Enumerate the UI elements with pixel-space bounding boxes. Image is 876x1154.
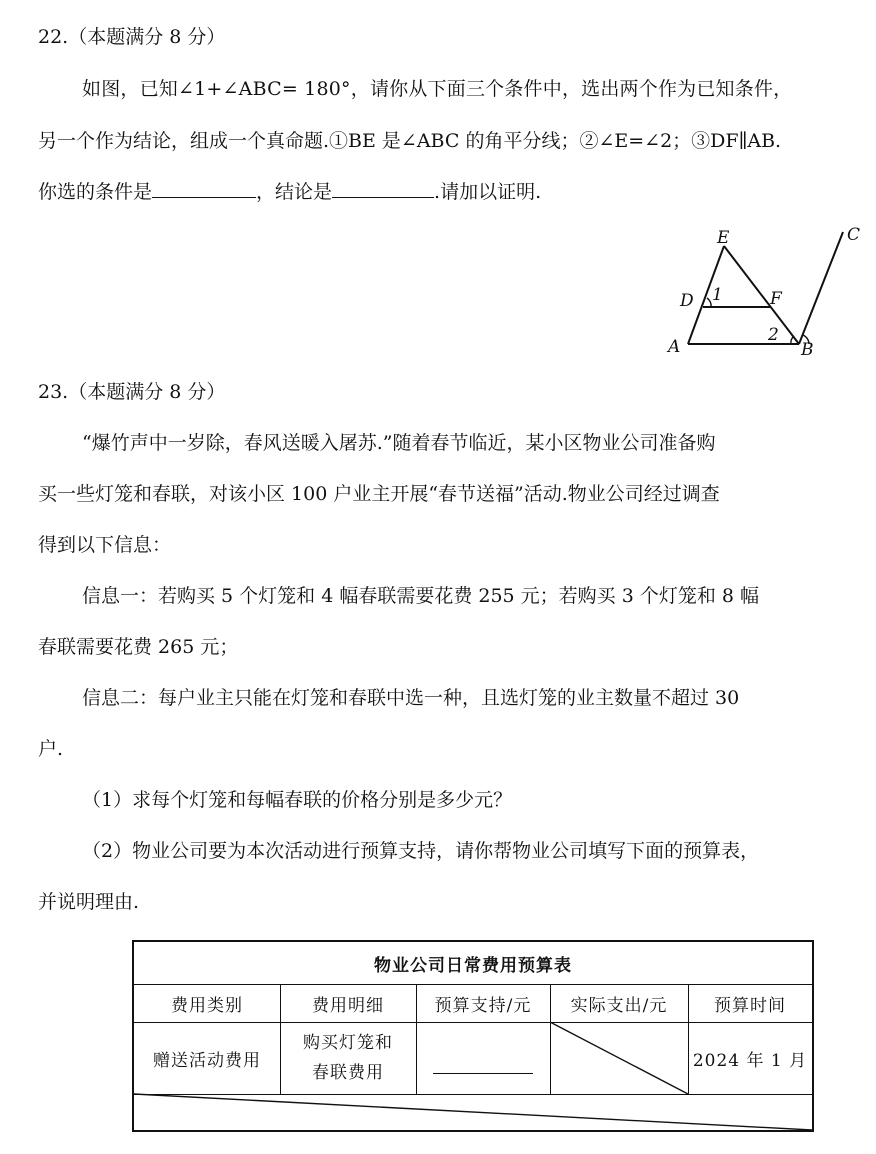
q22-text-line-2: 另一个作为结论，组成一个真命题.①BE 是∠ABC 的角平分线；②∠E=∠2；③DF∥AB. xyxy=(38,130,782,152)
row-category: 赠送活动费用 xyxy=(153,1050,261,1071)
q22-proof-prompt: .请加以证明. xyxy=(434,181,542,203)
label-angle-1: 1 xyxy=(712,285,723,305)
q23-info1-line-2: 春联需要花费 265 元； xyxy=(38,636,239,658)
header-detail: 费用明细 xyxy=(312,995,384,1016)
angle-1-arc xyxy=(707,298,711,307)
label-E: E xyxy=(717,228,730,248)
angle-2-arc xyxy=(791,336,794,344)
row-detail-line-1: 购买灯笼和 xyxy=(303,1033,393,1053)
q23-info1-line-1: 信息一：若购买 5 个灯笼和 4 幅春联需要花费 255 元；若购买 3 个灯笼和 8 幅 xyxy=(82,585,760,607)
segment-EB xyxy=(724,246,799,344)
segment-BC xyxy=(799,232,843,344)
q23-info2-line-1: 信息二：每户业主只能在灯笼和春联中选一种，且选灯笼的业主数量不超过 30 xyxy=(82,687,740,709)
q23-subquestion-2-line-1: （2）物业公司要为本次活动进行预算支持，请你帮物业公司填写下面的预算表， xyxy=(82,840,760,862)
q23-intro-line-2: 买一些灯笼和春联，对该小区 100 户业主开展“春节送福”活动.物业公司经过调查 xyxy=(38,483,720,505)
header-actual: 实际支出/元 xyxy=(570,995,668,1016)
label-angle-2: 2 xyxy=(768,325,779,345)
bottom-row-diagonal xyxy=(134,1094,812,1130)
label-A: A xyxy=(668,337,681,357)
q22-condition-prompt: 你选的条件是 xyxy=(38,181,153,203)
table-diagonals xyxy=(134,942,812,1130)
q23-subquestion-2-line-2: 并说明理由. xyxy=(38,891,140,913)
condition-blank[interactable] xyxy=(152,196,256,198)
q23-intro-line-3: 得到以下信息： xyxy=(38,534,172,556)
geometry-figure xyxy=(660,224,872,362)
label-F: F xyxy=(770,289,782,309)
label-C: C xyxy=(847,225,861,245)
row-detail-line-2: 春联费用 xyxy=(312,1063,384,1083)
q23-heading: 23.（本题满分 8 分） xyxy=(38,381,226,403)
q23-intro-line-1: “爆竹声中一岁除，春风送暖入屠苏.”随着春节临近，某小区物业公司准备购 xyxy=(82,432,716,454)
label-D: D xyxy=(680,291,694,311)
budget-table xyxy=(132,940,814,1132)
actual-cell-diagonal xyxy=(550,1022,688,1094)
q22-text-line-1: 如图，已知∠1+∠ABC= 180°，请你从下面三个条件中，选出两个作为已知条件， xyxy=(82,78,793,100)
header-category: 费用类别 xyxy=(171,995,243,1016)
label-B: B xyxy=(801,340,814,360)
header-time: 预算时间 xyxy=(714,995,786,1016)
conclusion-blank[interactable] xyxy=(332,196,434,198)
row-time: 2024 年 1 月 xyxy=(692,1050,808,1071)
q22-conclusion-prompt: ，结论是 xyxy=(256,181,333,203)
q23-subquestion-1: （1）求每个灯笼和每幅春联的价格分别是多少元？ xyxy=(82,789,513,811)
q22-heading: 22.（本题满分 8 分） xyxy=(38,26,226,48)
q22-text-line-3 xyxy=(38,183,541,202)
q23-info2-line-2: 户. xyxy=(38,738,64,760)
header-budget: 预算支持/元 xyxy=(434,995,532,1016)
table-title: 物业公司日常费用预算表 xyxy=(374,955,572,976)
